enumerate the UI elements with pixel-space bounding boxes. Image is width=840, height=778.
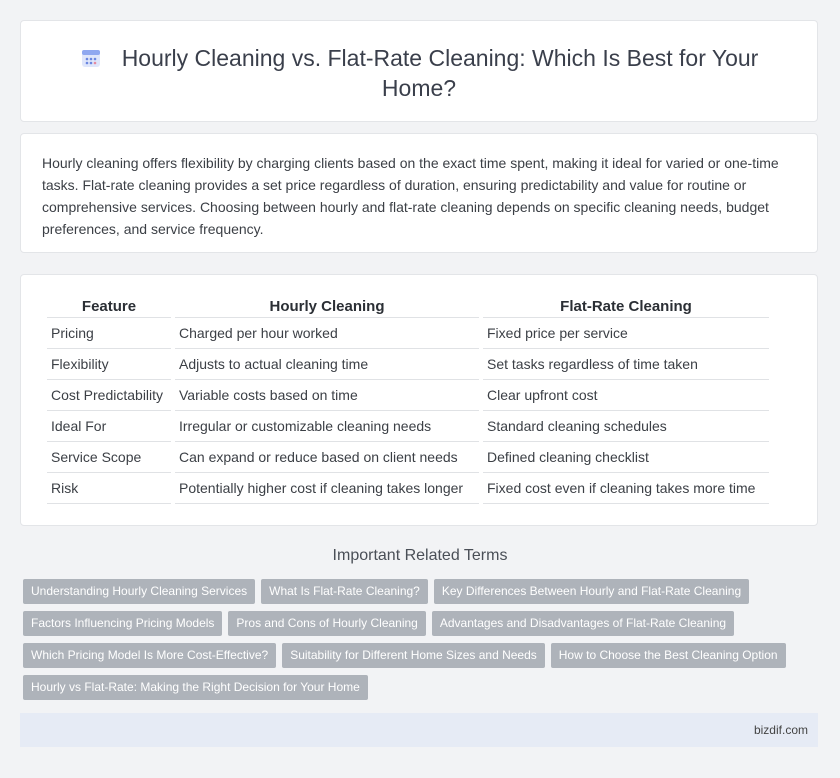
related-tag-link[interactable]: What Is Flat-Rate Cleaning? (261, 579, 428, 604)
table-cell: Set tasks regardless of time taken (483, 349, 769, 380)
table-cell: Risk (47, 473, 171, 504)
related-tag-link[interactable]: Suitability for Different Home Sizes and Needs (282, 643, 545, 668)
footer (20, 713, 818, 747)
table-cell: Service Scope (47, 442, 171, 473)
table-cell: Charged per hour worked (175, 318, 479, 349)
calendar-icon (80, 47, 102, 69)
related-tags (23, 579, 823, 707)
title-wrap (21, 43, 817, 103)
comparison-table (43, 295, 773, 504)
table-cell: Ideal For (47, 411, 171, 442)
table-cell: Pricing (47, 318, 171, 349)
table-row (47, 442, 769, 473)
table-row (47, 349, 769, 380)
related-tag-link[interactable]: How to Choose the Best Cleaning Option (551, 643, 786, 668)
title-card (20, 20, 818, 122)
table-row (47, 411, 769, 442)
related-tag-link[interactable]: Factors Influencing Pricing Models (23, 611, 222, 636)
header-hourly: Hourly Cleaning (175, 295, 479, 318)
page-title: Hourly Cleaning vs. Flat-Rate Cleaning: Which Is Best for Your Home? (121, 45, 759, 101)
related-tag-link[interactable]: Hourly vs Flat-Rate: Making the Right Decision for Your Home (23, 675, 368, 700)
related-tag-link[interactable]: Pros and Cons of Hourly Cleaning (228, 611, 425, 636)
table-cell: Potentially higher cost if cleaning takes longer (175, 473, 479, 504)
related-tag-link[interactable]: Advantages and Disadvantages of Flat-Rate Cleaning (432, 611, 734, 636)
table-row (47, 318, 769, 349)
table-cell: Defined cleaning checklist (483, 442, 769, 473)
table-cell: Clear upfront cost (483, 380, 769, 411)
intro-text: Hourly cleaning offers flexibility by charging clients based on the exact time spent, making it ideal for varied or one-time tasks. Flat-rate cleaning provides a set price regardless of duration, ensuring predictability and value for routine or comprehensive services. Choosing between hourly and flat-rate cleaning depends on specific cleaning needs, budget preferences, and service frequency. (42, 155, 779, 237)
table-row (47, 473, 769, 504)
related-tag-link[interactable]: Which Pricing Model Is More Cost-Effective? (23, 643, 276, 668)
table-cell: Cost Predictability (47, 380, 171, 411)
table-cell: Flexibility (47, 349, 171, 380)
related-tag-link[interactable]: Understanding Hourly Cleaning Services (23, 579, 255, 604)
table-cell: Fixed price per service (483, 318, 769, 349)
table-cell: Variable costs based on time (175, 380, 479, 411)
table-cell: Fixed cost even if cleaning takes more time (483, 473, 769, 504)
comparison-card (20, 274, 818, 526)
header-flat-rate: Flat-Rate Cleaning (483, 295, 769, 318)
table-cell: Adjusts to actual cleaning time (175, 349, 479, 380)
intro-card (20, 133, 818, 253)
table-header-row (47, 295, 769, 318)
table-cell: Standard cleaning schedules (483, 411, 769, 442)
related-tag-link[interactable]: Key Differences Between Hourly and Flat-Rate Cleaning (434, 579, 749, 604)
table-cell: Can expand or reduce based on client needs (175, 442, 479, 473)
related-terms-title: Important Related Terms (332, 547, 508, 564)
header-feature: Feature (47, 295, 171, 318)
table-cell: Irregular or customizable cleaning needs (175, 411, 479, 442)
site-name[interactable]: bizdif.com (753, 723, 808, 737)
table-row (47, 380, 769, 411)
